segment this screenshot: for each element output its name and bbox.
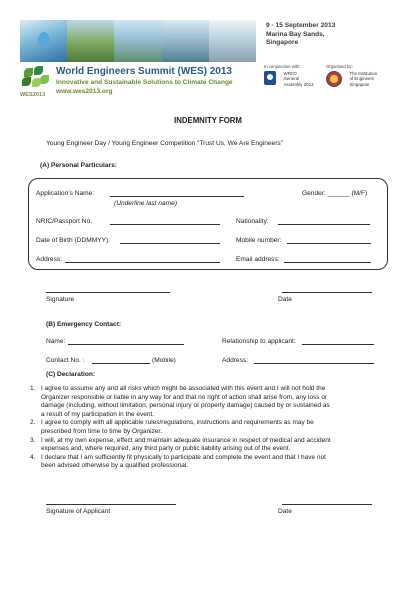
form-subtitle: Young Engineer Day / Young Engineer Competition “Trust Us, We Are Engineers” xyxy=(46,140,283,147)
event-banner xyxy=(20,20,396,62)
underline-last-name-hint: (Underline last name) xyxy=(114,200,178,207)
partner-ies xyxy=(326,64,396,89)
section-b-heading: (B) Emergency Contact: xyxy=(46,321,122,328)
summit-subtitle: Innovative and Sustainable Solutions to Climate Change xyxy=(56,79,233,86)
declaration-line: a result of my participation in the event. xyxy=(41,410,155,418)
partner-b-line: of Engineers xyxy=(349,76,375,82)
declaration-number: 1. xyxy=(30,385,36,392)
summit-url: www.wes2013.org xyxy=(56,88,113,95)
wfeo-logo-icon xyxy=(264,71,276,85)
contact-mobile-suffix: (Mobile) xyxy=(152,357,176,364)
emergency-name-label: Name: xyxy=(46,338,66,345)
applicant-name-label: Application’s Name: xyxy=(36,190,95,197)
email-label: Email address: xyxy=(236,256,280,263)
dob-field[interactable] xyxy=(120,237,220,247)
leaf-icon xyxy=(34,66,43,75)
email-field[interactable] xyxy=(284,256,371,266)
declaration-line: I agree to assume any and all risks which might be associated with this event and I will not hold the xyxy=(41,385,326,392)
section-c-heading: (C) Declaration: xyxy=(46,371,96,378)
leaf-icon xyxy=(32,78,41,87)
summit-header xyxy=(20,64,396,104)
contact-no-label: Contact No. : xyxy=(46,357,85,364)
banner-photo-strip xyxy=(20,20,256,62)
declaration-line: I agree to comply with all applicable rules/regulations, instructions and requirements as may be xyxy=(41,419,314,427)
summit-title: World Engineers Summit (WES) 2013 xyxy=(56,66,232,77)
partner-b-line: The Institution xyxy=(349,71,378,76)
partner-b-line: Singapore xyxy=(349,81,370,87)
declaration-text xyxy=(41,437,387,454)
partner-a-line: Assembly 2013 xyxy=(283,81,314,87)
signature-line[interactable] xyxy=(46,292,170,293)
section-a-heading: (A) Personal Particulars: xyxy=(40,162,117,169)
leaf-icon xyxy=(24,68,33,77)
declaration-line: expenses and, where required, any third party or public liability arising out of the event. xyxy=(41,445,291,453)
wind-turbine-photo xyxy=(209,20,256,62)
signature-label: Signature xyxy=(46,296,75,303)
declaration-line: damage (including, without limitation, personal injury or property damage) caused by or sustained as xyxy=(41,402,330,410)
partner-b-text xyxy=(349,71,377,87)
marina-photo xyxy=(114,20,161,62)
water-drop-icon xyxy=(38,32,50,46)
nationality-label: Nationality: xyxy=(236,218,269,225)
emergency-address-label: Address: xyxy=(222,357,249,364)
declaration-number: 4. xyxy=(30,453,36,461)
declaration-line: Organizer responsible or liable in any way for and that no right of action shall arise from, any loss or xyxy=(41,393,328,401)
wes-logo xyxy=(20,66,52,102)
declaration-number: 3. xyxy=(30,436,36,444)
declaration-line: I will, at my own expense, effect and maintain adequate insurance in respect of medical and accident xyxy=(41,436,331,444)
event-date-venue xyxy=(266,22,396,48)
mobile-field[interactable] xyxy=(287,237,371,247)
date-label: Date xyxy=(278,296,292,303)
gender-field[interactable]: Gender: ______ (M/F) xyxy=(302,190,368,197)
leaf-icon xyxy=(22,77,31,86)
declaration-line: prescribed from time to time by Organizer. xyxy=(41,427,163,435)
mobile-label: Mobile number: xyxy=(236,237,282,244)
declaration-text xyxy=(41,385,387,419)
declaration-number: 2. xyxy=(30,419,36,427)
relationship-label: Relationship to applicant: xyxy=(222,338,296,345)
nationality-field[interactable] xyxy=(278,218,370,228)
applicant-signature-line[interactable] xyxy=(46,504,176,505)
applicant-name-field[interactable] xyxy=(110,190,244,200)
partner-a-line: WFEO xyxy=(283,71,297,76)
nric-field[interactable] xyxy=(110,218,220,228)
wes-logo-text: WES2013 xyxy=(20,92,46,98)
final-date-line[interactable] xyxy=(282,504,372,505)
water-drop-photo xyxy=(20,20,67,62)
event-venue: Marina Bay Sands, xyxy=(266,30,325,38)
dob-label: Date of Birth (DDMMYY): xyxy=(36,237,111,244)
applicant-signature-label: Signature of Applicant xyxy=(46,508,111,515)
emergency-name-field[interactable] xyxy=(68,338,184,348)
partner-a-line: General xyxy=(283,76,300,82)
address-label: Address: xyxy=(36,256,63,263)
declaration-text xyxy=(41,419,387,436)
date-line[interactable] xyxy=(282,292,372,293)
final-date-label: Date xyxy=(278,508,292,515)
partner-a-text xyxy=(283,71,313,87)
partner-a-caption: In conjunction with: xyxy=(264,64,301,69)
emergency-address-field[interactable] xyxy=(254,357,374,367)
declaration-text xyxy=(41,454,387,471)
partner-wfeo xyxy=(264,64,324,89)
solar-panel-photo xyxy=(162,20,209,62)
leaf-icon xyxy=(40,75,49,84)
contact-no-field[interactable] xyxy=(92,357,150,367)
nric-label: NRIC/Passport No. xyxy=(36,218,93,225)
declaration-line: been advised otherwise by a qualified professional. xyxy=(41,462,189,470)
declaration-line: I declare that I am sufficiently fit physically to participate and complete the event and that I have not xyxy=(41,453,326,461)
address-field[interactable] xyxy=(65,256,220,266)
form-title: INDEMNITY FORM xyxy=(174,116,242,125)
relationship-field[interactable] xyxy=(302,338,374,348)
event-dates: 9 - 15 September 2013 xyxy=(266,22,336,29)
ies-crest-icon xyxy=(326,71,342,87)
city-greenery-photo xyxy=(67,20,114,62)
partner-b-caption: Organised by: xyxy=(326,64,353,69)
event-city: Singapore xyxy=(266,39,299,46)
